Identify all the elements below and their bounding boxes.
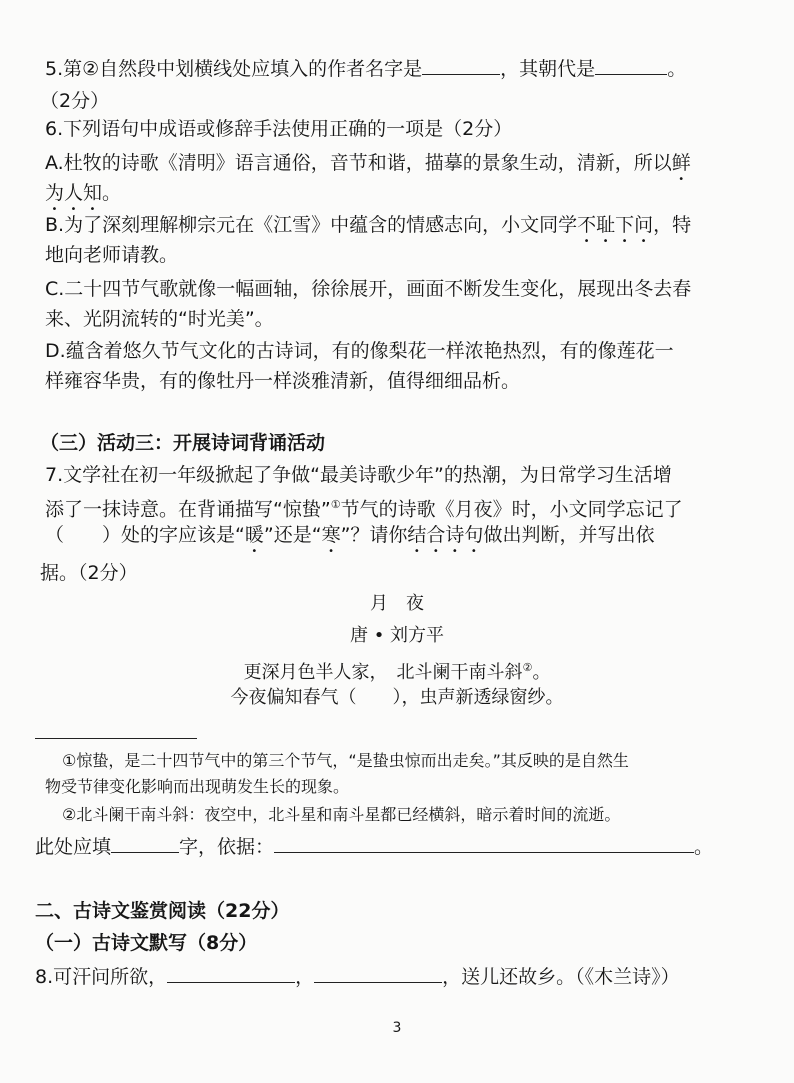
answer-basis-label: 字，依据： <box>179 836 275 858</box>
q8-blank-2[interactable] <box>314 962 442 983</box>
q6-option-b-line2: 地向老师请教。 <box>45 244 179 266</box>
q5-text-c: 。 <box>667 58 687 80</box>
q8-blank-1[interactable] <box>167 962 295 983</box>
q6-a-text: A.杜牧的诗歌《清明》语言通俗，音节和谐，描摹的景象生动，清新，所以 <box>45 152 672 174</box>
q6-a-end: 。 <box>102 182 122 204</box>
poem-line1-text: 更深月色半人家， 北斗阑干南斗斜 <box>243 662 523 683</box>
footnote-divider <box>35 738 197 739</box>
q8-text-pre: 8.可汗问所欲， <box>35 966 168 988</box>
q7-l3-a: （ ）处的字应该是“ <box>45 524 245 546</box>
answer-line <box>35 832 755 862</box>
q7-dotted-cold: 寒 <box>321 524 341 546</box>
q6-b-dotted: 不耻下问 <box>577 214 654 236</box>
poem-line1-end: 。 <box>532 662 551 683</box>
poem-line1 <box>0 654 794 687</box>
footnote-ref-1[interactable]: ① <box>330 498 341 511</box>
q5-text-a: 5.第②自然段中划横线处应填入的作者名字是 <box>45 58 423 80</box>
q5-author-blank[interactable] <box>422 54 500 75</box>
footnote-1-line1: ①惊蛰，是二十四节气中的第三个节气，“是蛰虫惊而出走矣。”其反映的是自然生 <box>62 751 629 770</box>
q5-line1 <box>45 54 765 84</box>
footnote-ref-2[interactable]: ② <box>522 661 533 674</box>
q7-line1: 7.文学社在初一年级掀起了争做“最美诗歌少年”的热潮，为日常学习生活增 <box>45 464 672 486</box>
q7-line4: 据。（2分） <box>40 562 138 584</box>
q6-a-dotted-2: 为人知 <box>45 182 103 204</box>
footnote-2: ②北斗阑干南斗斜：夜空中，北斗星和南斗星都已经横斜，暗示着时间的流逝。 <box>62 805 621 824</box>
answer-basis-blank[interactable] <box>274 832 694 853</box>
footnote-1-line2: 物受节律变化影响而出现萌发生长的现象。 <box>45 777 350 796</box>
page-number: 3 <box>392 1020 402 1036</box>
q7-l3-c: ”？请你 <box>340 524 408 546</box>
poem-author: 唐 • 刘方平 <box>349 625 445 646</box>
q6-stem: 6.下列语句中成语或修辞手法使用正确的一项是（2分） <box>45 118 513 140</box>
answer-end: 。 <box>694 836 714 858</box>
q7-line3 <box>45 520 765 557</box>
q6-b-text: B.为了深刻理解柳宗元在《江雪》中蕴含的情感志向，小文同学 <box>45 214 578 236</box>
q7-l3-b: ”还是“ <box>263 524 322 546</box>
q7-l3-d: 做出判断，并写出依 <box>483 524 655 546</box>
answer-char-blank[interactable] <box>111 832 179 853</box>
q7-dotted-warm: 暖 <box>244 524 264 546</box>
q6-a-dotted-1: 鲜 <box>671 152 691 174</box>
activity3-heading: （三）活动三：开展诗词背诵活动 <box>40 432 326 454</box>
poem-title: 月 夜 <box>370 593 424 614</box>
q8-text-mid: ， <box>295 966 315 988</box>
q5-line2: （2分） <box>40 90 110 112</box>
poem-line2: 今夜偏知春气（ ），虫声新透绿窗纱。 <box>230 687 564 708</box>
q8-line <box>35 962 755 992</box>
q6-option-c-line1: C.二十四节气歌就像一幅画轴，徐徐展开，画面不断发生变化，展现出冬去春 <box>45 278 692 300</box>
q5-dynasty-blank[interactable] <box>595 54 667 75</box>
q6-option-d-line1: D.蕴含着悠久节气文化的古诗词，有的像梨花一样浓艳热烈，有的像莲花一 <box>45 340 674 362</box>
section2-sub1-heading: （一）古诗文默写（8分） <box>35 932 258 954</box>
q7-l2-text: 添了一抹诗意。在背诵描写“惊蛰” <box>45 498 331 521</box>
q5-text-b: ，其朝代是 <box>500 58 596 80</box>
q7-dotted-combine: 结合诗句 <box>407 524 484 546</box>
q6-b-end: ，特 <box>653 214 692 236</box>
q6-option-d-line2: 样雍容华贵，有的像牡丹一样淡雅清新，值得细细品析。 <box>45 370 521 392</box>
q6-option-c-line2: 来、光阴流转的“时光美”。 <box>45 308 274 330</box>
section2-heading: 二、古诗文鉴赏阅读（22分） <box>35 900 290 922</box>
answer-label: 此处应填 <box>35 836 112 858</box>
q7-l2-text-b: 节气的诗歌《月夜》时，小文同学忘记了 <box>340 498 683 521</box>
q8-text-post: ，送儿还故乡。（《木兰诗》） <box>442 966 680 988</box>
